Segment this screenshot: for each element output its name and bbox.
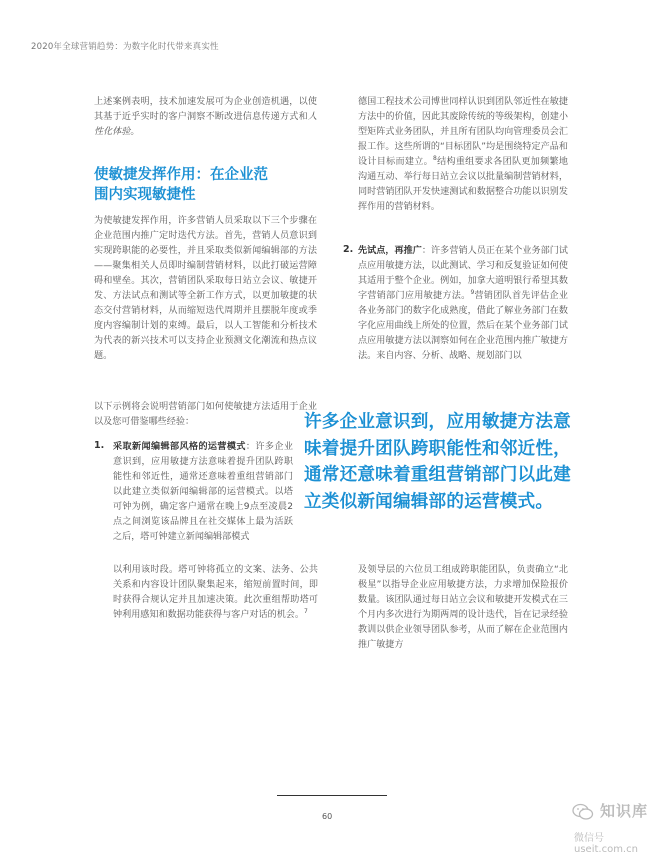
list-item-1-text: ：许多企业意识到，应用敏捷方法意味着提升团队跨职能性和邻近性，通常还意味着重组营销部门以此建立类似新闻编辑部的运营模式。以塔可钟为例，确定客户通常在晚上9点至凌晨2点之间浏览该品牌且在社交媒体上最为活跃之后，塔可钟建立新闻编辑部模式 [113, 442, 293, 542]
list-item-2-text: ：许多营销人员正在某个业务部门试点应用敏捷方法，以此测试、学习和反复验证如何使其适用于整个企业。例如，加拿大道明银行希望其数字营销部门应用敏捷方法。 [358, 246, 568, 301]
intro-end: 。 [130, 127, 140, 137]
pull-quote: 许多企业意识到，应用敏捷方法意味着提升团队跨职能性和邻近性，通常还意味着重组营销部门以此建立类似新闻编辑部的运营模式。 [304, 412, 571, 512]
footnote-ref-7: 7 [303, 608, 308, 615]
footnote-ref-8: 8 [432, 155, 437, 162]
right-paragraph-top [358, 95, 568, 215]
footnote-ref-9: 9 [470, 289, 475, 296]
list-item-1-title: 采取新闻编辑部风格的运营模式 [113, 442, 246, 452]
list-item-2 [358, 244, 568, 364]
section-subheading: 使敏捷发挥作用：在企业范围内实现敏捷性 [94, 167, 268, 203]
list-item-2-title: 先试点，再推广 [358, 246, 422, 256]
list-item-1-top [113, 440, 293, 545]
wechat-icon [572, 803, 594, 821]
list-item-2-text-continued: 营销团队首先评估企业各业务部门的数字化成熟度，借此了解业务部门在数字化应用曲线上所处的位置，然后在某个业务部门试点应用敏捷方法以洞察如何在企业范围内推广敏捷方法。来自内容、分析、战略、规划部门以 [358, 291, 568, 361]
body-paragraph-2: 以下示例将会说明营销部门如何使敏捷方法适用于企业以及您可借鉴哪些经验： [94, 402, 317, 427]
intro-italic-text: 人性化体验 [94, 112, 317, 137]
bosch-text: 德国工程技术公司博世同样认识到团队邻近性在敏捷方法中的价值，因此其废除传统的等级架构，创建小型矩阵式业务团队，并且所有团队均向管理委员会汇报工作。这些所谓的“目标团队”均是围绕特定产品和设计目标而建立。 [358, 97, 568, 167]
body-paragraph-1: 为使敏捷发挥作用，许多营销人员采取以下三个步骤在企业范围内推广定时迭代方法。首先，营销人员意识到实现跨职能的必要性，并且采取类似新闻编辑部的方法——聚集相关人员即时编制营销材料，以此打破运营障碍和壁垒。其次，营销团队采取每日站立会议、敏捷开发、方法试点和测试等全新工作方式，以更加敏捷的状态交付营销材料，从而缩短迭代周期并且摆脱年度或季度内容编制计划的束缚。最后，以人工智能和分析技术为代表的新兴技术可以支持企业预测文化潮流和热点议题。 [94, 216, 317, 361]
footer-rule [277, 795, 387, 796]
watermark-title: 知识库 [600, 802, 649, 820]
list-number-2: 2. [343, 244, 354, 255]
right-paragraph-bottom: 及领导层的六位员工组成跨职能团队，负责确立“北极星”以指导企业应用敏捷方法，力求增加保险报价数量。该团队通过每日站立会议和敏捷开发模式在三个月内多次进行为期两周的设计迭代，旨在记录经验教训以供企业领导团队参考，从而了解在企业范围内推广敏捷方 [358, 565, 568, 650]
list-item-1-text-continued: 以利用该时段。塔可钟将孤立的文案、法务、公共关系和内容设计团队聚集起来，缩短前置时间，即时获得合规认定并且加速决策。此次重组帮助塔可钟利用感知和数据功能获得与客户对话的机会。 [113, 565, 318, 620]
watermark-subtitle: 微信号 useit.com.cn [574, 833, 638, 855]
intro-paragraph [94, 95, 317, 140]
running-header: 2020年全球营销趋势：为数字化时代带来真实性 [31, 42, 219, 52]
page-number: 60 [322, 812, 333, 821]
bosch-text-continued: 结构重组要求各团队更加频繁地沟通互动、举行每日站立会议以批量编制营销材料，同时营销团队开发快速测试和数据整合功能以识别发挥作用的营销材料。 [358, 157, 568, 212]
list-item-1-bottom [113, 563, 318, 623]
intro-text: 上述案例表明，技术加速发展可为企业创造机遇，以使其基于近乎实时的客户洞察不断改进信息传递方式和 [94, 97, 317, 122]
list-number-1: 1. [94, 440, 105, 451]
watermark [560, 797, 660, 857]
